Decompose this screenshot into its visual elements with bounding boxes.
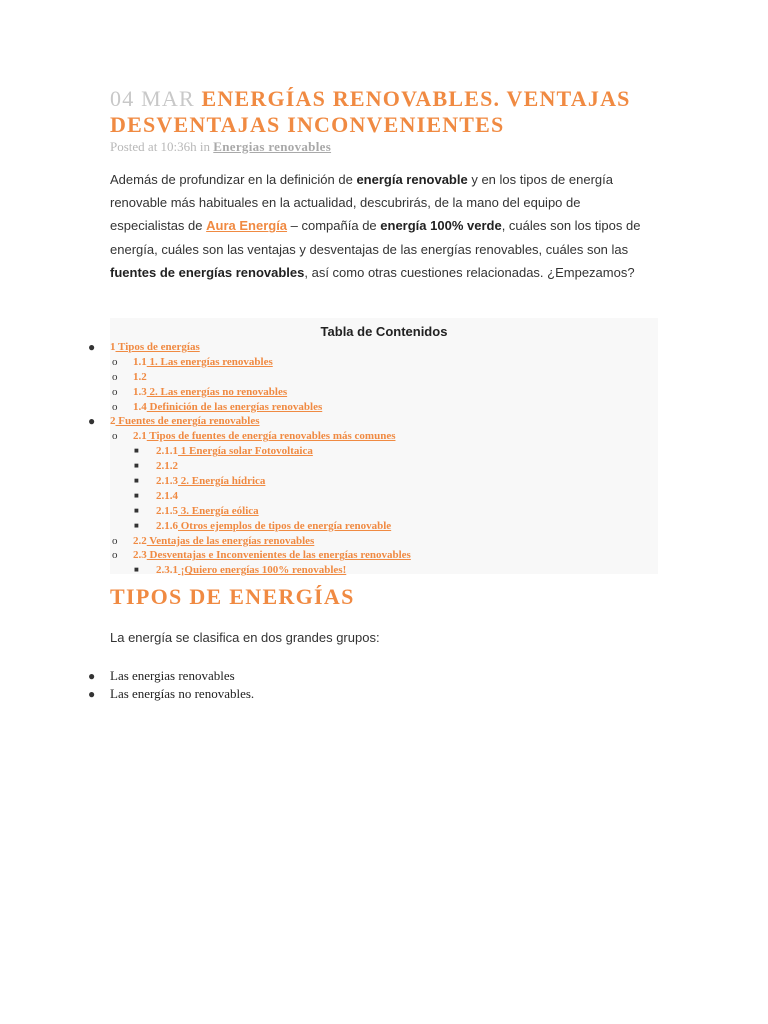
post-title [110, 86, 658, 138]
toc-item-number: 1.1 [133, 355, 147, 368]
bullet-icon: ■ [134, 476, 139, 486]
energy-groups-list [88, 667, 255, 703]
toc-item-text [133, 370, 147, 385]
toc-item-number: 1 [110, 341, 116, 353]
bullet-icon: o [112, 430, 118, 443]
intro-bold-3: fuentes de energías renovables [110, 264, 305, 280]
bullet-icon: ■ [134, 520, 139, 530]
toc-item[interactable] [110, 548, 658, 563]
toc-item[interactable] [110, 504, 658, 519]
toc-item-number: 1.4 [133, 400, 147, 413]
toc-item-number: 2.1 [133, 430, 147, 443]
bullet-icon: o [112, 549, 118, 562]
bullet-icon: o [112, 400, 118, 413]
bullet-icon: ● [88, 414, 96, 429]
toc-item-text [156, 563, 346, 578]
section-text: La energía se clasifica en dos grandes grupos: [110, 630, 380, 645]
toc-item-number: 1.3 [133, 385, 147, 398]
toc-item[interactable] [88, 340, 658, 355]
category-link[interactable]: Energias renovables [213, 139, 332, 154]
toc-item-number: 2.3 [133, 549, 147, 562]
toc-item-number: 2.1.3 [156, 475, 178, 488]
toc-item-link[interactable]: 1. Las energías renovables [146, 355, 273, 368]
toc-item-number: 2.2 [133, 534, 147, 547]
bullet-icon: ■ [134, 505, 139, 515]
toc-item-text [156, 444, 313, 459]
intro-text-1: Además de profundizar en la definición de [110, 172, 357, 187]
toc-item-text [133, 385, 287, 400]
toc-item-link[interactable]: Otros ejemplos de tipos de energía renovable [178, 519, 392, 532]
toc-item-link[interactable]: 2. Energía hídrica [178, 475, 266, 488]
intro-paragraph [110, 168, 658, 284]
toc-item-number: 2.1.1 [156, 445, 178, 458]
toc-item-link[interactable]: Desventajas e Inconvenientes de las energías renovables [146, 549, 411, 562]
bullet-icon: o [112, 534, 118, 547]
intro-bold-2: energía 100% verde [380, 218, 502, 234]
toc-item-text [133, 355, 273, 370]
bullet-icon: ● [88, 340, 96, 354]
toc-item-number: 2 [110, 415, 116, 428]
toc-item-text [133, 429, 395, 444]
toc-item[interactable] [110, 385, 658, 400]
toc-item-number: 2.3.1 [156, 564, 178, 577]
toc-item-link[interactable]: 2. Las energías no renovables [146, 385, 288, 398]
table-of-contents [88, 318, 658, 577]
toc-item[interactable] [110, 355, 658, 370]
toc-item-link[interactable]: 1 Energía solar Fotovoltaica [178, 445, 313, 458]
toc-list [88, 340, 658, 578]
toc-item-number: 1.2 [133, 370, 147, 383]
toc-item[interactable] [110, 429, 658, 444]
toc-item-link[interactable]: Fuentes de energía renovables [115, 415, 260, 428]
bullet-icon: ■ [134, 446, 139, 456]
toc-item-link[interactable]: Ventajas de las energías renovables [146, 534, 315, 547]
bullet-icon: ● [88, 687, 96, 701]
intro-text-2: y en los tipos de energía renovable más habituales en la actualidad, descubrirás, de la mano del equipo de especialistas de [110, 172, 613, 234]
toc-item-text [156, 459, 178, 474]
toc-item[interactable] [110, 370, 658, 385]
toc-item[interactable] [110, 534, 658, 549]
toc-item-text [156, 519, 391, 534]
bullet-icon: ● [88, 669, 96, 683]
bullet-icon: ■ [134, 565, 139, 575]
toc-item-link[interactable]: 3. Energía eólica [178, 504, 259, 517]
toc-item-text [110, 340, 200, 355]
list-item [88, 685, 255, 703]
toc-item[interactable] [110, 519, 658, 534]
bullet-icon: ■ [134, 490, 139, 500]
intro-text-4: , cuáles son los tipos de energía, cuáles son las ventajas y desventajas de las energías renovables, cuáles son las [110, 218, 641, 257]
bullet-icon: o [112, 370, 118, 383]
toc-item-link[interactable]: Tipos de fuentes de energía renovables más comunes [146, 430, 396, 443]
bullet-icon: o [112, 355, 118, 368]
toc-item-link[interactable]: Tipos de energías [115, 341, 200, 353]
list-item-text: Las energias renovables [110, 668, 235, 683]
toc-item[interactable] [110, 563, 658, 578]
brand-link[interactable]: Aura Energía [206, 218, 288, 234]
toc-item-text [156, 474, 265, 489]
toc-item-text [156, 489, 178, 504]
intro-text-3: – compañía de [287, 218, 381, 234]
toc-item-number: 2.1.6 [156, 519, 178, 532]
toc-item-text [133, 534, 314, 549]
toc-item-number: 2.1.2 [156, 460, 178, 473]
bullet-icon: o [112, 385, 118, 398]
toc-item-link[interactable]: Definición de las energías renovables [146, 400, 323, 413]
article [110, 86, 658, 284]
post-headline: ENERGÍAS RENOVABLES. VENTAJAS DESVENTAJAS INCONVENIENTES [110, 86, 631, 137]
toc-item-number: 2.1.4 [156, 489, 178, 502]
list-item-text: Las energías no renovables. [110, 686, 255, 701]
toc-item-number: 2.1.5 [156, 504, 178, 517]
toc-item[interactable] [88, 414, 658, 429]
intro-text-5: , así como otras cuestiones relacionadas. ¿Empezamos? [304, 264, 635, 280]
toc-item-text [156, 504, 259, 519]
section-title: TIPOS DE ENERGÍAS [110, 584, 355, 609]
post-meta [110, 138, 658, 156]
bullet-icon: ■ [134, 461, 139, 471]
toc-item[interactable] [110, 489, 658, 504]
toc-item[interactable] [110, 400, 658, 415]
toc-item-text [110, 414, 260, 429]
toc-item-link[interactable]: ¡Quiero energías 100% renovables! [178, 564, 347, 577]
toc-item-text [133, 548, 411, 563]
intro-bold-1: energía renovable [356, 172, 468, 187]
toc-item-text [133, 400, 322, 415]
toc-item[interactable] [110, 459, 658, 474]
post-date: 04 MAR [110, 86, 195, 111]
toc-title: Tabla de Contenidos [320, 324, 448, 339]
list-item [88, 667, 254, 685]
toc-item[interactable] [110, 474, 658, 489]
toc-item[interactable] [110, 444, 658, 459]
meta-prefix: Posted at 10:36h in [110, 139, 214, 154]
